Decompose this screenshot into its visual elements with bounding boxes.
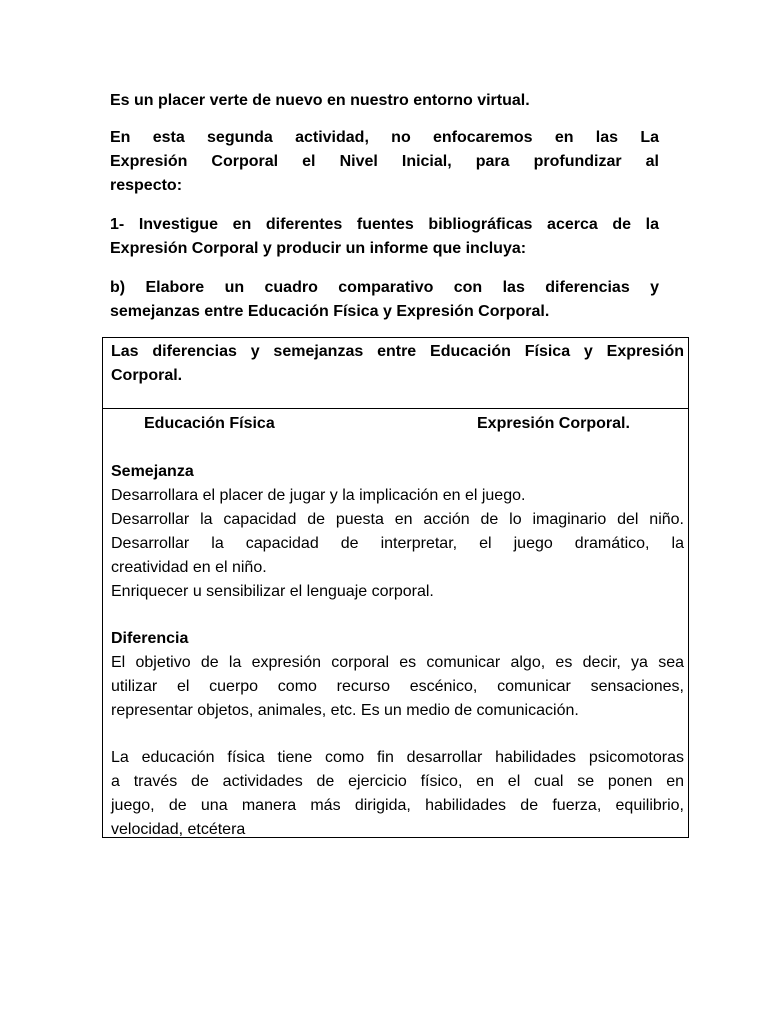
diferencia-heading-text: Diferencia [111,630,189,647]
diferencia-line: velocidad, etcétera [111,821,246,838]
diferencia-line: juego, de una manera más dirigida, habilidades de fuerza, equilibrio, [111,797,684,814]
instruction-item-1 [110,213,659,261]
comparison-table [102,337,689,838]
diferencia-line: El objetivo de la expresión corporal es comunicar algo, es decir, ya sea [111,654,684,671]
table-header-cell [103,338,688,409]
column-heading-educacion-fisica: Educación Física [144,415,275,432]
semejanza-heading [111,460,684,484]
instruction-line: Expresión Corporal y producir un informe que incluya: [110,240,527,257]
instruction-line: semejanzas entre Educación Física y Expresión Corporal. [110,303,550,320]
activity-line: Expresión Corporal el Nivel Inicial, para profundizar al [110,153,659,170]
instruction-line: b) Elabore un cuadro comparativo con las diferencias y [110,279,659,296]
activity-paragraph [110,126,659,198]
activity-line: respecto: [110,177,183,194]
instruction-line: 1- Investigue en diferentes fuentes bibliográficas acerca de la [110,216,659,233]
diferencia-line: La educación física tiene como fin desarrollar habilidades psicomotoras [111,749,684,766]
activity-line: En esta segunda actividad, no enfocaremos en las La [110,129,659,146]
diferencia-paragraph-2 [111,746,684,842]
greeting-text [110,89,659,113]
semejanza-line: Desarrollar la capacidad de interpretar, el juego dramático, la [111,535,684,552]
instruction-item-b [110,276,659,324]
diferencia-heading [111,627,684,651]
semejanza-line: Desarrollar la capacidad de puesta en acción de lo imaginario del niño. [111,511,684,528]
semejanza-line: Enriquecer u sensibilizar el lenguaje corporal. [111,583,434,600]
semejanza-heading-text: Semejanza [111,463,194,480]
semejanza-line: creatividad en el niño. [111,559,267,576]
table-title-line: Corporal. [111,367,183,384]
table-title-line: Las diferencias y semejanzas entre Educación Física y Expresión [111,343,684,360]
diferencia-line: utilizar el cuerpo como recurso escénico, comunicar sensaciones, [111,678,684,695]
column-heading-expresion-corporal: Expresión Corporal. [477,415,630,432]
greeting-line: Es un placer verte de nuevo en nuestro entorno virtual. [110,92,530,109]
semejanza-line: Desarrollara el placer de jugar y la implicación en el juego. [111,487,526,504]
table-body-cell [103,409,688,837]
diferencia-line: a través de actividades de ejercicio físico, en el cual se ponen en [111,773,684,790]
diferencia-line: representar objetos, animales, etc. Es un medio de comunicación. [111,702,579,719]
table-title [111,340,684,388]
diferencia-paragraph-1 [111,651,684,723]
semejanza-list [111,484,684,604]
